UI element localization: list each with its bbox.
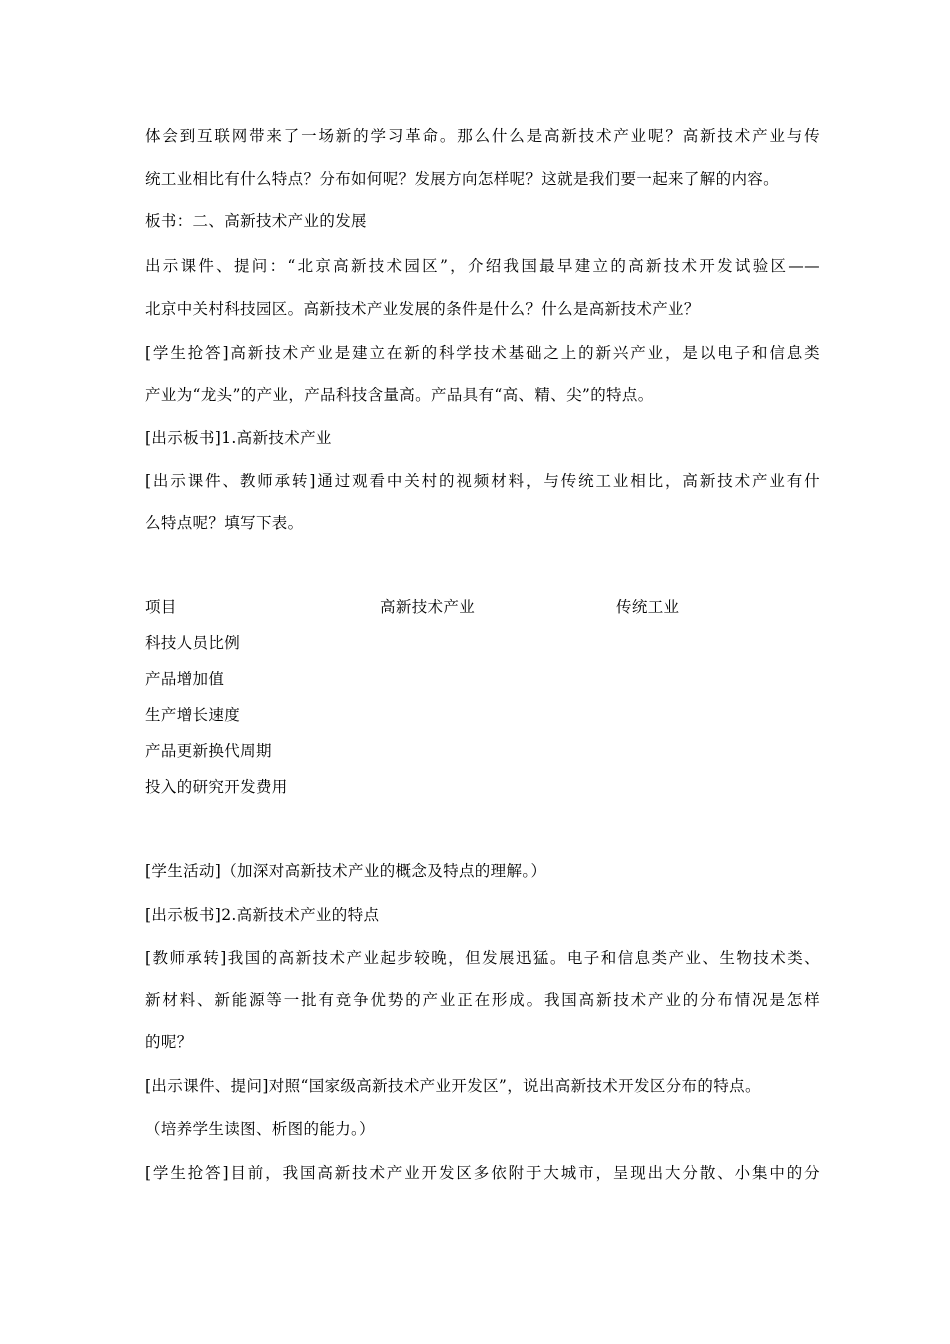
paragraph-line: [出示课件、教师承转]通过观看中关村的视频材料，与传统工业相比，高新技术产业有什 — [145, 472, 820, 490]
board-heading: [出示板书]1.高新技术产业 — [145, 429, 332, 447]
board-heading: 板书：二、高新技术产业的发展 — [145, 212, 367, 230]
paragraph-line: [出示课件、提问]对照“国家级高新技术产业开发区”，说出高新技术开发区分布的特点。 — [145, 1077, 761, 1095]
paragraph-line: 产业为“龙头”的产业，产品科技含量高。产品具有“高、精、尖”的特点。 — [145, 386, 654, 404]
paragraph-line: （培养学生读图、析图的能力。） — [145, 1120, 376, 1138]
table-header-hightech: 高新技术产业 — [380, 598, 476, 616]
paragraph-line: 的呢？ — [145, 1033, 193, 1051]
table-row-label: 投入的研究开发费用 — [145, 778, 288, 796]
paragraph-line: 北京中关村科技园区。高新技术产业发展的条件是什么？什么是高新技术产业？ — [145, 300, 700, 318]
table-row-label: 产品更新换代周期 — [145, 742, 272, 760]
paragraph-line: [学生活动]（加深对高新技术产业的概念及特点的理解。） — [145, 862, 547, 880]
paragraph-line: [学生抢答]目前，我国高新技术产业开发区多依附于大城市，呈现出大分散、小集中的分 — [145, 1164, 820, 1182]
paragraph-line: [学生抢答]高新技术产业是建立在新的科学技术基础之上的新兴产业，是以电子和信息类 — [145, 344, 820, 362]
paragraph-line: 出示课件、提问：“北京高新技术园区”，介绍我国最早建立的高新技术开发试验区—— — [145, 257, 820, 275]
table-header-item: 项目 — [145, 598, 177, 616]
paragraph-line: 新材料、新能源等一批有竞争优势的产业正在形成。我国高新技术产业的分布情况是怎样 — [145, 991, 820, 1009]
table-row-label: 生产增长速度 — [145, 706, 241, 724]
table-header-traditional: 传统工业 — [616, 598, 680, 616]
table-row-label: 科技人员比例 — [145, 634, 241, 652]
board-heading: [出示板书]2.高新技术产业的特点 — [145, 906, 380, 924]
paragraph-line: 体会到互联网带来了一场新的学习革命。那么什么是高新技术产业呢？高新技术产业与传 — [145, 127, 820, 145]
table-row-label: 产品增加值 — [145, 670, 225, 688]
paragraph-line: 么特点呢？填写下表。 — [145, 514, 304, 532]
paragraph-line: [教师承转]我国的高新技术产业起步较晚，但发展迅猛。电子和信息类产业、生物技术类、 — [145, 949, 820, 967]
paragraph-line: 统工业相比有什么特点？分布如何呢？发展方向怎样呢？这就是我们要一起来了解的内容。 — [145, 170, 780, 188]
